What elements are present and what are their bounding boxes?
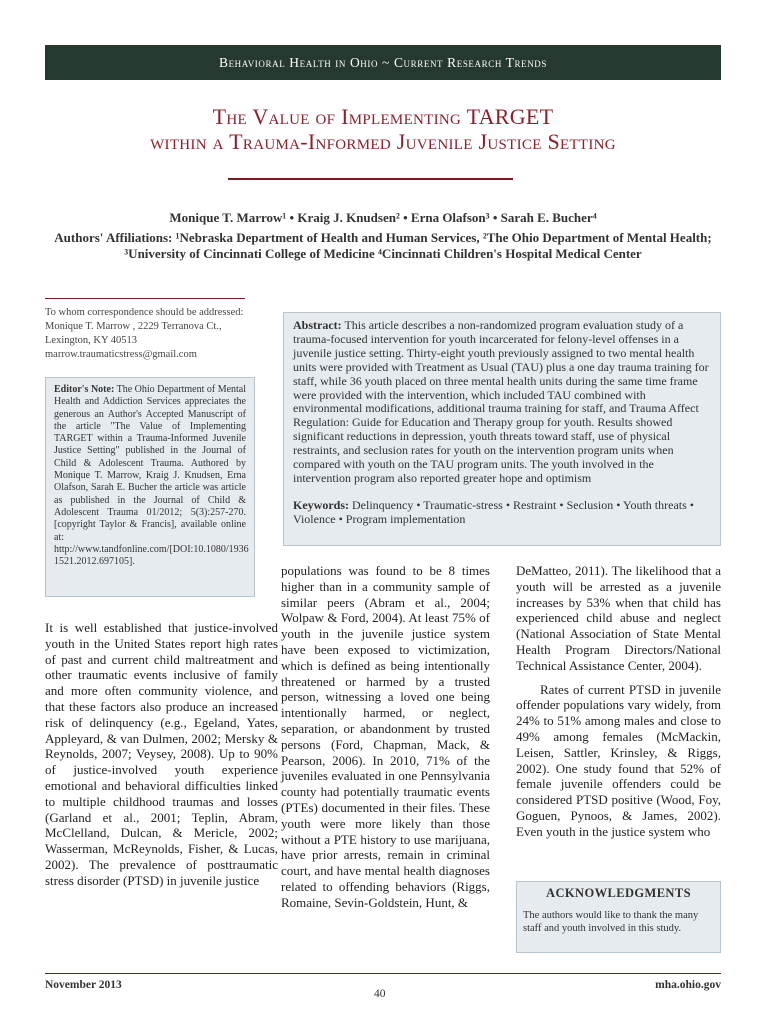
paragraph: populations was found to be 8 times higher than in a community sample of similar peers (Abram et al., 2004; Wolpaw & Ford, 2004). At least 75% of youth in the juvenile justice system have been exposed to victimization, which is defined as being intentionally threatened or harmed by a trusted person, witnessing a loved one being intentionally harmed, or neglect, separation, or abandonment by trusted persons (Ford, Chapman, Mack, & Pearson, 2006). In 2010, 71% of the juveniles evaluated in one Pennsylvania county had potentially traumatic events (PTEs) documented in their files. These youth were more likely than those without a PTE history to use marijuana, have prior arrests, remain in criminal court, and have mental health diagnoses related to offending behaviors (Riggs, Romaine, Sevin-Goldstein, Hunt, &	[281, 563, 490, 910]
abstract-body	[293, 319, 711, 486]
author-affiliations	[45, 230, 721, 262]
body-column-1	[45, 620, 278, 889]
editors-note-text: The Ohio Department of Mental Health and Addiction Services appreciates the generous an Author's Accepted Manuscript of the article "The Value of Implementing TARGET within a Trauma-Informed Juvenile Justice Setting" published in the Journal of Child & Adolescent Trauma. Authored by Monique T. Marrow, Kraig J. Knudsen, Erna Olafson, Sarah E. Bucher the article was article as published in the Journal of Child & Adolescent Trauma 01/2012; 5(3):257-270. [copyright Taylor & Francis], available online at: http://www.tandfonline.com/[DOI:10.1080/1936 1521.2012.697105].	[54, 384, 249, 568]
keywords	[293, 498, 711, 526]
footer-site: mha.ohio.gov	[655, 979, 721, 991]
acknowledgments-text: The authors would like to thank the many staff and youth involved in this study.	[523, 910, 699, 934]
affiliations-line-1: Authors' Affiliations: ¹Nebraska Department of Health and Human Services, ²The Ohio Department of Mental Health;	[54, 230, 712, 245]
footer-date: November 2013	[45, 979, 122, 991]
editors-note-box	[45, 377, 255, 597]
body-column-3	[516, 563, 721, 840]
page-number: 40	[374, 988, 386, 1000]
abstract-box	[283, 312, 721, 546]
affiliations-line-2: ³University of Cincinnati College of Medicine ⁴Cincinnati Children's Hospital Medical Center	[124, 246, 642, 261]
correspondence-divider	[45, 298, 245, 299]
banner-text: Behavioral Health in Ohio ~ Current Research Trends	[218, 54, 548, 70]
abstract-text: This article describes a non-randomized program evaluation study of a trauma-focused intervention for youth incarcerated for felony-level offenses in a juvenile justice setting. Thirty-eight youth previously assigned to two mental health units were provided with Treatment as Usual (TAU) plus a one day trauma training for staff, while 36 youth placed on three mental health units during the same time frame were provided with the intervention, which included TAU combined with environmental modifications, additional trauma training for staff, and Trauma Affect Regulation: Guide for Education and Therapy group for youth. Results showed significant reductions in depression, youth threats toward staff, use of physical restraints, and seclusion rates for youth on the intervention program units when compared with youth on the TAU program units. The youth involved in the intervention program also reported greater hope and optimism	[293, 318, 709, 485]
keywords-label: Keywords:	[293, 497, 349, 512]
title-line-1: The Value of Implementing TARGET	[212, 104, 554, 129]
acknowledgments-heading: ACKNOWLEDGMENTS	[546, 886, 691, 900]
keywords-text: Delinquency • Traumatic-stress • Restraint • Seclusion • Youth threats • Violence • Program implementation	[293, 497, 694, 526]
title-divider	[228, 178, 513, 180]
body-column-2	[281, 563, 490, 911]
article-title	[45, 104, 721, 154]
footer-divider	[45, 973, 721, 974]
title-line-2: within a Trauma-Informed Juvenile Justice Setting	[150, 129, 616, 154]
abstract-label: Abstract:	[293, 318, 342, 332]
acknowledgments-box	[516, 881, 721, 953]
paragraph: DeMatteo, 2011). The likelihood that a youth will be arrested as a juvenile increases by 53% when that child has experienced child abuse and neglect (National Association of State Mental Health Program Directors/National Technical Assistance Center, 2004).	[516, 563, 721, 673]
paragraph: Rates of current PTSD in juvenile offender populations vary widely, from 24% to 51% among males and close to 49% among females (McMackin, Leisen, Sattler, Krinsley, & Riggs, 2002). One study found that 52% of female juvenile offenders could be considered PTSD positive (Wood, Foy, Goguen, Pynoos, & James, 2002). Even youth in the justice system who	[516, 681, 721, 839]
correspondence-note: To whom correspondence should be addressed: Monique T. Marrow , 2229 Terranova Ct., Lexington, KY 40513 marrow.traumaticstress@gmail.com	[45, 307, 244, 360]
section-banner	[45, 45, 721, 80]
paragraph: It is well established that justice-involved youth in the United States report high rates of past and current child maltreatment and other traumatic events inclusive of family and more often community violence, and that these factors also produce an increased risk of delinquency (e.g., Egeland, Yates, Appleyard, & van Dulmen, 2002; Mersky & Reynolds, 2007; Veysey, 2008). Up to 90% of justice-involved youth experience emotional and behavioral difficulties linked to multiple childhood traumas and losses (Garland et al., 2001; Teplin, Abram, McClelland, Dulcan, & Mericle, 2002; Wasserman, McReynolds, Fisher, & Lucas, 2002). The prevalence of posttraumatic stress disorder (PTSD) in juvenile justice	[45, 620, 278, 888]
author-list: Monique T. Marrow¹ • Kraig J. Knudsen² • Erna Olafson³ • Sarah E. Bucher⁴	[169, 210, 597, 225]
editors-note-label: Editor's Note:	[54, 384, 115, 395]
